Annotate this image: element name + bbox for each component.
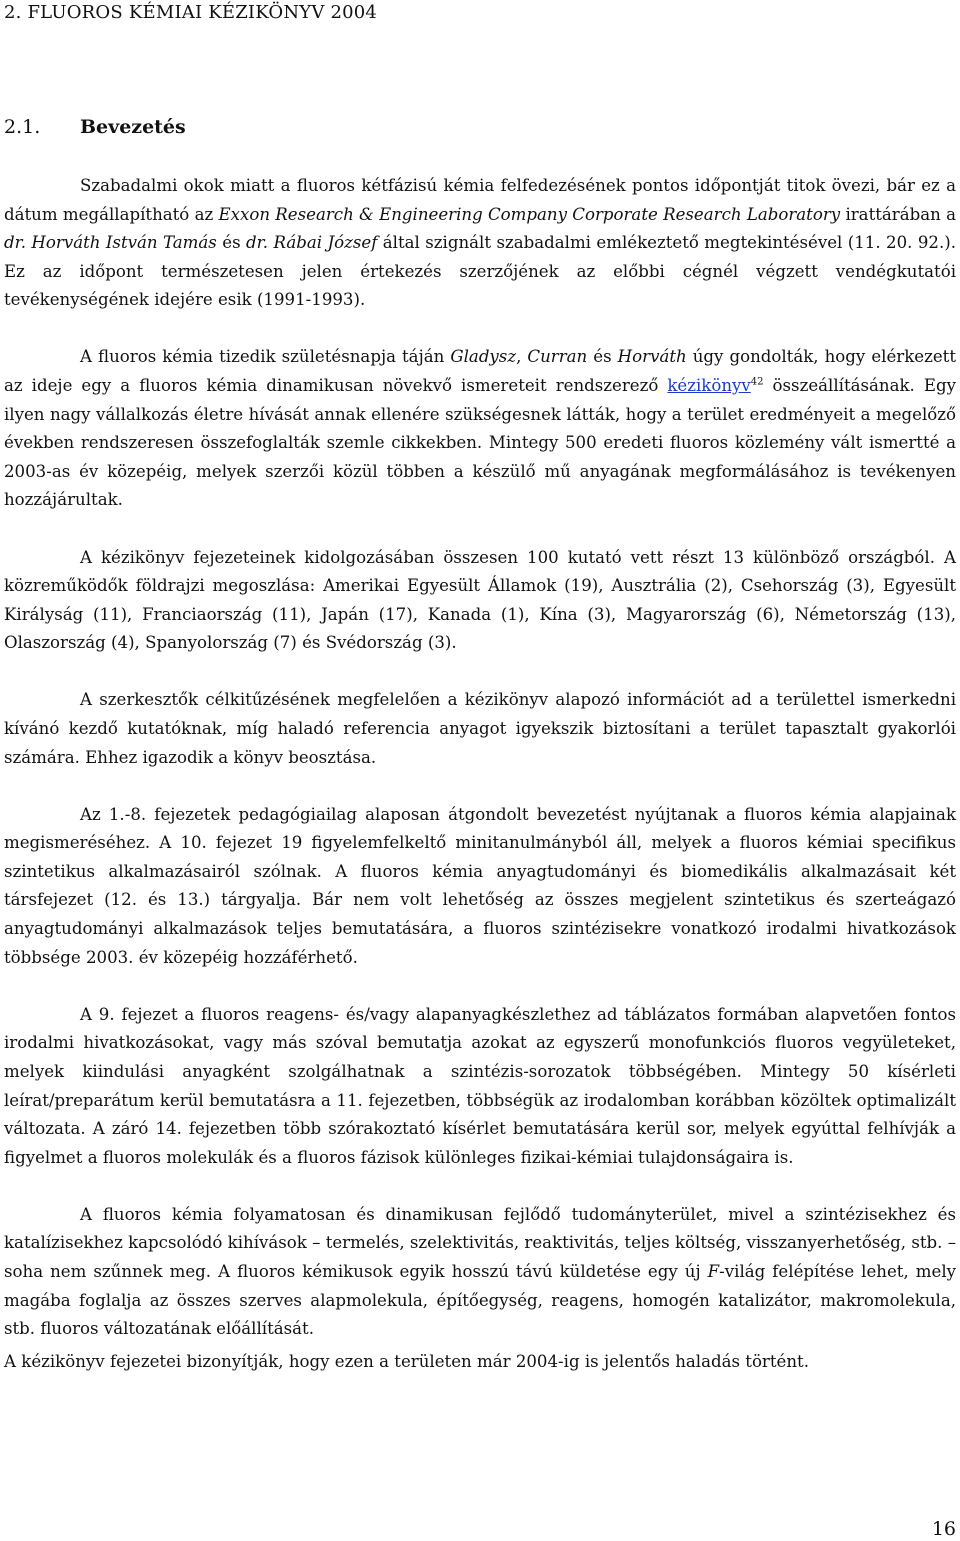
paragraph-5: Az 1.-8. fejezetek pedagógiailag alaposan átgondolt bevezetést nyújtanak a fluoros kémia alapjainak megismeréséhez. A 10. fejezet 19 figyelemfelkeltő minitanulmányból áll, melyek a fluoros kémiai specifikus szintetikus alkalmazásairól szólnak. A fluoros kémia anyagtudományi és biomedikális alkalmazásait két társfejezet (12. és 13.) tárgyalja. Bár nem volt lehetőség az összes megjelent szintetikus és szerteágazó anyagtudományi alkalmazások teljes bemutatására, a fluoros szintézisekre vonatkozó irodalmi hivatkozások többsége 2003. év közepéig hozzáférhető.: [4, 804, 956, 967]
italic-letter: F: [707, 1262, 720, 1281]
text-run: A fluoros kémia folyamatosan és dinamikusan fejlődő tudományterület, mivel a szintézisekhez és katalízisekhez kapcsolódó kihívások – termelés, szelektivitás, reaktivitás, teljes költség, visszanyerhetőség, stb. – soha nem szűnnek meg. A fluoros kémikusok egyik hosszú távú küldetése egy új: [4, 1204, 956, 1281]
text-run: -világ felépítése lehet, mely magába foglalja az összes szerves alapmolekula, építőegység, reagens, homogén katalizátor, makromolekula, stb. fluoros változatának előállítását.: [4, 1262, 957, 1339]
text-run: összeállításának. Egy ilyen nagy vállalkozás életre hívását annak ellenére szükségesnek látták, hogy a terület eredményeit a megelőző években rendszeresen összefoglalták szemle cikkekben. Mintegy 500 eredeti fluoros közlemény vált ismertté a 2003-as év közepéig, melyek szerzői közül többen a készülő mű anyagának megformálásához is tevékenyen hozzájárultak.: [4, 376, 956, 510]
text-run: és: [216, 233, 247, 253]
italic-person-name: Gladysz: [450, 347, 517, 367]
italic-person-name: dr. Horváth István Tamás: [4, 233, 217, 253]
italic-person-name: Horváth: [617, 347, 687, 367]
kezikonyv-link[interactable]: kézikönyv: [667, 376, 751, 396]
paragraph-4: A szerkesztők célkitűzésének megfelelően a kézikönyv alapozó információt ad a területtel ismerkedni kívánó kezdő kutatóknak, míg haladó referencia anyagot igyekszik biztosítani a terület tapasztalt gyakorlói számára. Ehhez igazodik a könyv beosztása.: [4, 690, 956, 767]
text-run: és: [587, 347, 618, 367]
text-run: Szabadalmi okok miatt a fluoros kétfázisú kémia felfedezésének pontos időpontját titok övezi, bár ez a dátum megállapítható az: [4, 176, 956, 224]
text-run: úgy gondolták, hogy elérkezett az ideje egy a fluoros kémia dinamikusan növekvő ismereteit rendszerező: [4, 347, 956, 396]
page-number: 16: [931, 1518, 956, 1540]
text-run: irattárában a: [840, 204, 957, 224]
paragraph-3: A kézikönyv fejezeteinek kidolgozásában összesen 100 kutató vett részt 13 különböző országból. A közreműködők földrajzi megoszlása: Amerikai Egyesült Államok (19), Ausztrália (2), Csehország (3), Egyesült Királyság (11), Franciaország (11), Japán (17), Kanada (1), Kína (3), Magyarország (6), Németország (13), Olaszország (4), Spanyolország (7) és Svédország (3).: [4, 547, 956, 653]
text-run: A fluoros kémia tizedik születésnapja táján: [80, 347, 451, 367]
paragraph-1: [4, 172, 956, 315]
italic-org-name: Exxon Research & Engineering Company Corporate Research Laboratory: [218, 204, 841, 224]
body-text: [4, 172, 956, 1405]
paragraph-6: A 9. fejezet a fluoros reagens- és/vagy alapanyagkészlethez ad táblázatos formában alapvetően fontos irodalmi hivatkozásokat, vagy más szóval bemutatja azokat az egyszerű monofunkciós fluoros vegyületeket, melyek kiindulási anyagként szolgálhatnak a szintézis-sorozatok többségében. Mintegy 50 kísérleti leírat/preparátum kerül bemutatásra a 11. fejezetben, többségük az irodalomban korábban közöltek optimalizált változata. A záró 14. fejezetben több szórakoztató kísérlet bemutatására kerül sor, melyek egyúttal felhívják a figyelmet a fluoros molekulák és a fluoros fázisok különleges fizikai-kémiai tulajdonságaira is.: [4, 1004, 956, 1167]
text-run: ,: [516, 347, 528, 367]
chapter-heading: 2. FLUOROS KÉMIAI KÉZIKÖNYV 2004: [4, 2, 378, 23]
paragraph-7: [4, 1201, 956, 1344]
paragraph-2: [4, 343, 956, 515]
section-title: Bevezetés: [80, 116, 186, 138]
section-number: 2.1.: [4, 116, 41, 138]
paragraph-8: A kézikönyv fejezetei bizonyítják, hogy ezen a területen már 2004-ig is jelentős haladás történt.: [4, 1351, 809, 1371]
section-heading: [4, 116, 186, 138]
text-run: által szignált szabadalmi emlékeztető megtekintésével (11. 20. 92.). Ez az időpont természetesen jelen értekezés szerzőjének az előbbi cégnél végzett vendégkutatói tevékenységének idejére esik (1991-1993).: [4, 233, 957, 310]
footnote-ref: 42: [750, 376, 764, 388]
italic-person-name: Curran: [527, 347, 588, 367]
italic-person-name: dr. Rábai József: [246, 233, 378, 253]
